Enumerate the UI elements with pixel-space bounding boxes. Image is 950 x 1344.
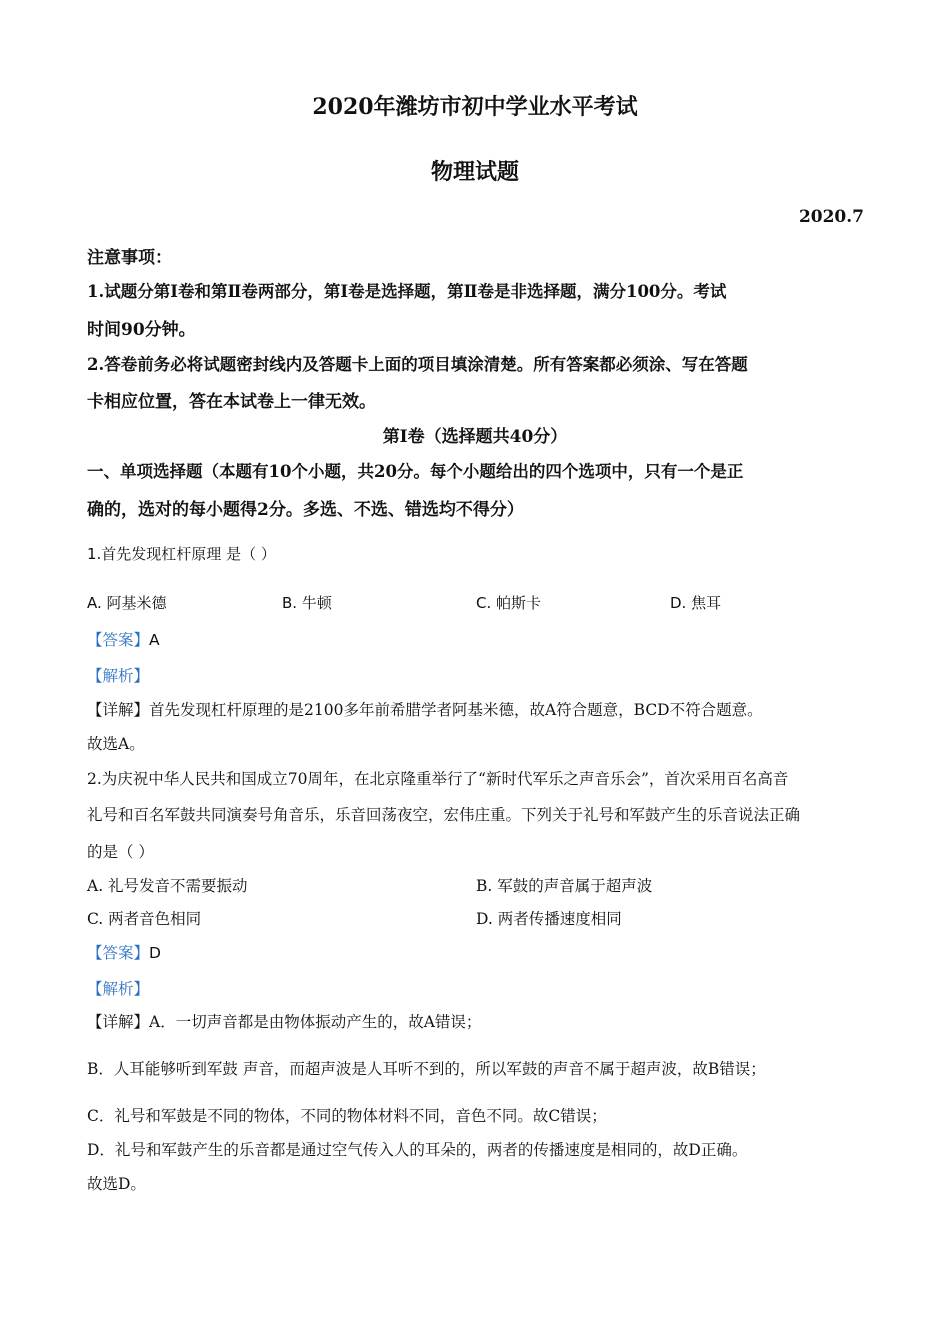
notice-line-2: 时间90分钟。 — [87, 320, 196, 340]
notice-heading: 注意事项： — [87, 248, 172, 268]
exam-title: 2020年潍坊市初中学业水平考试 — [312, 94, 638, 120]
notice-line-3: 2.答卷前务必将试题密封线内及答题卡上面的项目填涂清楚。所有答案都必须涂、写在答题 — [87, 355, 748, 374]
question-1-conclusion: 故选A。 — [87, 735, 145, 753]
question-2-stem-line-1: 2.为庆祝中华人民共和国成立70周年，在北京隆重举行了“新时代军乐之声音乐会”，首次采用百名高音 — [87, 770, 789, 788]
section-instruction-line-2: 确的，选对的每小题得2分。多选、不选、错选均不得分） — [87, 500, 524, 520]
part-heading: 第Ⅰ卷（选择题共40分） — [382, 427, 568, 447]
question-2-analysis-tag: 【解析】 — [87, 980, 150, 998]
notice-line-4: 卡相应位置，答在本试卷上一律无效。 — [87, 392, 376, 412]
answer-tag: 【答案】 — [87, 944, 150, 962]
question-2-detail-d: D．礼号和军鼓产生的乐音都是通过空气传入人的耳朵的，两者的传播速度是相同的，故D正确。 — [87, 1141, 748, 1159]
question-1-answer — [87, 628, 160, 650]
question-2-stem-line-2: 礼号和百名军鼓共同演奏号角音乐，乐音回荡夜空，宏伟庄重。下列关于礼号和军鼓产生的乐音说法正确 — [87, 806, 801, 824]
question-2-stem-line-3: 的是（ ） — [87, 843, 154, 861]
question-1-analysis-tag: 【解析】 — [87, 667, 150, 685]
question-2-option-a: A. 礼号发音不需要振动 — [87, 877, 248, 895]
question-2-conclusion: 故选D。 — [87, 1175, 146, 1193]
answer-value: A — [149, 631, 160, 649]
answer-value: D — [149, 944, 161, 962]
question-2-option-d: D. 两者传播速度相同 — [476, 910, 622, 928]
question-2-detail-b: B．人耳能够听到军鼓 声音，而超声波是人耳听不到的，所以军鼓的声音不属于超声波，故B错误； — [87, 1060, 766, 1078]
question-1-option-c: C. 帕斯卡 — [476, 594, 542, 612]
question-1-option-d: D. 焦耳 — [670, 594, 722, 612]
question-1-option-b: B. 牛顿 — [282, 594, 332, 612]
question-2-option-b: B. 军鼓的声音属于超声波 — [476, 877, 653, 895]
question-2-detail-a: 【详解】A．一切声音都是由物体振动产生的，故A错误； — [87, 1013, 482, 1031]
section-instruction-line-1: 一、单项选择题（本题有10个小题，共20分。每个小题给出的四个选项中，只有一个是正 — [87, 462, 744, 481]
question-1-stem: 1.首先发现杠杆原理 是（ ） — [87, 545, 276, 563]
question-2-option-c: C. 两者音色相同 — [87, 910, 202, 928]
question-2-detail-c: C．礼号和军鼓是不同的物体，不同的物体材料不同，音色不同。故C错误； — [87, 1107, 607, 1125]
question-1-detail: 【详解】首先发现杠杆原理的是2100多年前希腊学者阿基米德，故A符合题意，BCD不符合题意。 — [87, 701, 763, 719]
question-2-answer — [87, 941, 161, 963]
question-1-option-a: A. 阿基米德 — [87, 594, 167, 612]
answer-tag: 【答案】 — [87, 631, 150, 649]
exam-date: 2020.7 — [798, 207, 864, 227]
exam-subtitle: 物理试题 — [430, 159, 519, 185]
notice-line-1: 1.试题分第Ⅰ卷和第Ⅱ卷两部分，第Ⅰ卷是选择题，第Ⅱ卷是非选择题，满分100分。考试 — [87, 282, 727, 301]
